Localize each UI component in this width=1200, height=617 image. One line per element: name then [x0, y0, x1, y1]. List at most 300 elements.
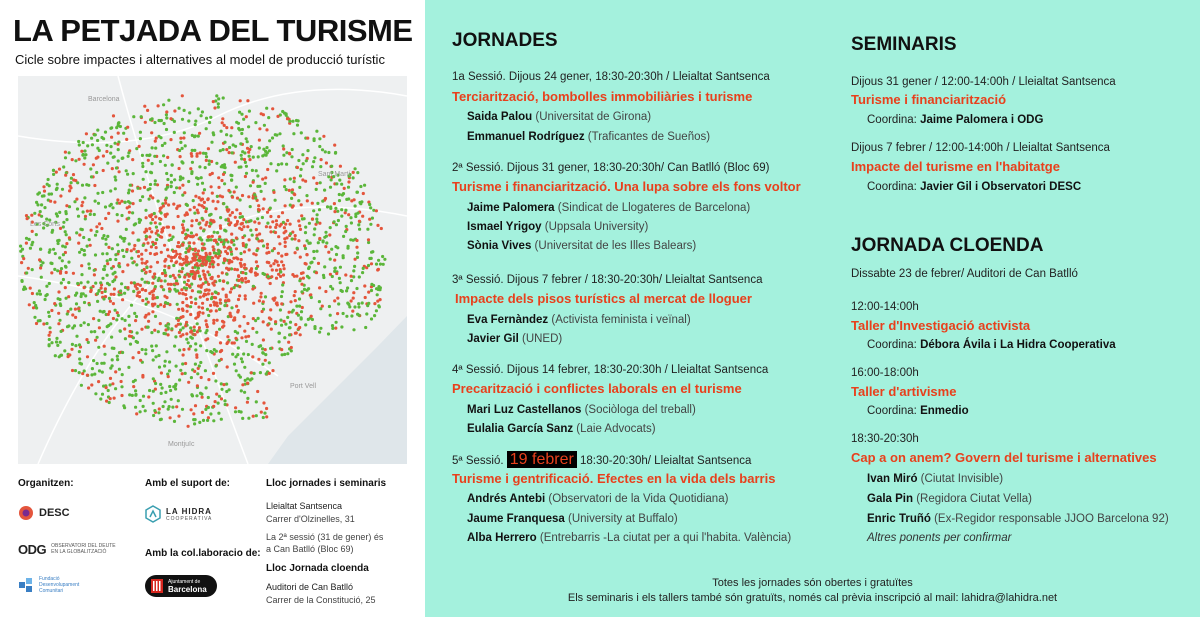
- map-dot: [116, 198, 119, 201]
- map-dot: [200, 284, 203, 287]
- map-dot: [355, 287, 358, 290]
- map-dot: [136, 341, 139, 344]
- map-dot: [226, 341, 229, 344]
- map-dot: [244, 272, 247, 275]
- fundacio-logo-icon: [18, 577, 34, 593]
- map-dot: [157, 411, 160, 414]
- map-dot: [219, 301, 222, 304]
- map-dot: [307, 287, 310, 290]
- map-dot: [255, 228, 258, 231]
- map-dot: [136, 331, 139, 334]
- map-dot: [106, 259, 109, 262]
- seminar-1-line: Dijous 31 gener / 12:00-14:00h / Lleialtat Santsenca: [851, 76, 1116, 88]
- map-dot: [164, 164, 167, 167]
- map-dot: [217, 263, 220, 266]
- map-dot: [364, 296, 367, 299]
- map-dot: [207, 256, 210, 259]
- map-dot: [258, 127, 261, 130]
- map-dot: [335, 223, 338, 226]
- map-dot: [97, 380, 100, 383]
- map-dot: [305, 262, 308, 265]
- map-dot: [236, 268, 239, 271]
- map-dot: [318, 300, 321, 303]
- map-dot: [26, 217, 29, 220]
- map-dot: [187, 180, 190, 183]
- map-dot: [246, 322, 249, 325]
- map-dot: [194, 317, 197, 320]
- session-3-topic: Impacte dels pisos turístics al mercat de lloguer: [455, 291, 752, 306]
- map-dot: [189, 167, 192, 170]
- right-panel: [425, 0, 1200, 617]
- map-dot: [224, 403, 227, 406]
- map-dot: [294, 234, 297, 237]
- map-dot: [301, 217, 304, 220]
- map-dot: [78, 357, 81, 360]
- map-dot: [112, 302, 115, 305]
- map-dot: [190, 376, 193, 379]
- map-dot: [148, 270, 151, 273]
- map-dot: [210, 213, 213, 216]
- map-dot: [318, 208, 321, 211]
- map-dot: [167, 323, 170, 326]
- map-dot: [29, 287, 32, 290]
- map-dot: [158, 277, 161, 280]
- map-dot: [123, 327, 126, 330]
- map-dot: [377, 288, 380, 291]
- map-dot: [204, 331, 207, 334]
- map-dot: [185, 338, 188, 341]
- map-dot: [331, 327, 334, 330]
- map-dot: [193, 333, 196, 336]
- seminar-2-topic: Impacte del turisme en l'habitatge: [851, 159, 1060, 174]
- map-dot: [98, 369, 101, 372]
- map-dot: [195, 394, 198, 397]
- map-dot: [57, 322, 60, 325]
- map-dot: [333, 270, 336, 273]
- map-dot: [312, 176, 315, 179]
- map-dot: [208, 121, 211, 124]
- map-dot: [236, 197, 239, 200]
- map-dot: [333, 210, 336, 213]
- map-dot: [39, 293, 42, 296]
- map-dot: [232, 143, 235, 146]
- map-dot: [244, 335, 247, 338]
- map-dot: [265, 372, 268, 375]
- map-dot: [301, 153, 304, 156]
- map-dot: [101, 291, 104, 294]
- map-dot: [85, 132, 88, 135]
- map-dot: [326, 205, 329, 208]
- map-dot: [228, 267, 231, 270]
- map-dot: [313, 257, 316, 260]
- map-dot: [68, 236, 71, 239]
- map-dot: [304, 226, 307, 229]
- map-dot: [342, 192, 345, 195]
- map-dot: [306, 137, 309, 140]
- map-dot: [270, 275, 273, 278]
- map-dot: [143, 268, 146, 271]
- map-dot: [181, 333, 184, 336]
- map-dot: [141, 375, 144, 378]
- map-dot: [311, 165, 314, 168]
- map-dot: [191, 219, 194, 222]
- map-dot: [367, 291, 370, 294]
- map-dot: [190, 270, 193, 273]
- map-dot: [201, 396, 204, 399]
- map-dot: [25, 237, 28, 240]
- map-dot: [100, 136, 103, 139]
- map-dot: [222, 321, 225, 324]
- map-dot: [313, 139, 316, 142]
- map-dot: [304, 247, 307, 250]
- map-dot: [283, 185, 286, 188]
- map-dot: [279, 319, 282, 322]
- map-dot: [134, 394, 137, 397]
- map-dot: [144, 352, 147, 355]
- lloc-note-2: a Can Batlló (Bloc 69): [266, 544, 354, 554]
- map-dot: [64, 156, 67, 159]
- map-dot: [31, 268, 34, 271]
- map-dot: [294, 299, 297, 302]
- map-dot: [118, 265, 121, 268]
- map-dot: [53, 268, 56, 271]
- map-dot: [150, 131, 153, 134]
- desc-logo-icon: [18, 505, 34, 521]
- map-dot: [324, 245, 327, 248]
- map-dot: [277, 163, 280, 166]
- map-dot: [213, 239, 216, 242]
- map-dot: [120, 214, 123, 217]
- map-dot: [121, 351, 124, 354]
- map-dot: [80, 273, 83, 276]
- map-dot: [212, 219, 215, 222]
- map-dot: [301, 178, 304, 181]
- map-dot: [299, 228, 302, 231]
- map-dot: [241, 360, 244, 363]
- map-dot: [207, 396, 210, 399]
- map-dot: [215, 309, 218, 312]
- map-dot: [112, 114, 115, 117]
- map-dot: [297, 219, 300, 222]
- map-dot: [193, 422, 196, 425]
- map-dot: [112, 272, 115, 275]
- map-dot: [240, 222, 243, 225]
- map-dot: [118, 170, 121, 173]
- session-3-speaker: Javier Gil (UNED): [467, 333, 563, 345]
- map-dot: [55, 212, 58, 215]
- map-dot: [231, 341, 234, 344]
- map-dot: [225, 295, 228, 298]
- left-panel: [0, 0, 425, 617]
- map-dot: [241, 271, 244, 274]
- map-dot: [240, 258, 243, 261]
- map-dot: [305, 159, 308, 162]
- map-dot: [119, 329, 122, 332]
- map-dot: [292, 204, 295, 207]
- map-dot: [217, 275, 220, 278]
- map-dot: [254, 274, 257, 277]
- map-dot: [181, 301, 184, 304]
- map-dot: [327, 332, 330, 335]
- map-dot: [245, 115, 248, 118]
- map-dot: [185, 332, 188, 335]
- map-dot: [204, 210, 207, 213]
- map-dot: [177, 241, 180, 244]
- map-dot: [376, 224, 379, 227]
- map-dot: [233, 318, 236, 321]
- map-dot: [261, 363, 264, 366]
- map-dot: [153, 121, 156, 124]
- map-dot: [83, 321, 86, 324]
- map-dot: [289, 223, 292, 226]
- map-dot: [233, 190, 236, 193]
- map-dot: [195, 219, 198, 222]
- map-dot: [192, 199, 195, 202]
- map-dot: [257, 155, 260, 158]
- map-dot: [199, 296, 202, 299]
- map-dot: [109, 383, 112, 386]
- map-dot: [92, 317, 95, 320]
- map-dot: [171, 164, 174, 167]
- map-dot: [75, 302, 78, 305]
- map-dot: [204, 281, 207, 284]
- map-dot: [201, 312, 204, 315]
- map-dot: [164, 360, 167, 363]
- map-dot: [155, 137, 158, 140]
- map-dot: [243, 263, 246, 266]
- map-dot: [175, 290, 178, 293]
- map-dot: [187, 341, 190, 344]
- map-dot: [33, 212, 36, 215]
- map-dot: [165, 350, 168, 353]
- map-dot: [126, 263, 129, 266]
- map-dot: [348, 305, 351, 308]
- map-dot: [310, 296, 313, 299]
- map-dot: [339, 289, 342, 292]
- map-dot: [244, 297, 247, 300]
- map-dot: [329, 226, 332, 229]
- map-dot: [179, 155, 182, 158]
- map-dot: [261, 216, 264, 219]
- map-dot: [188, 275, 191, 278]
- map-dot: [311, 217, 314, 220]
- map-dot: [127, 151, 130, 154]
- map-dot: [119, 235, 122, 238]
- map-dot: [166, 248, 169, 251]
- map-dot: [47, 178, 50, 181]
- map-dot: [243, 330, 246, 333]
- map-dot: [170, 174, 173, 177]
- map-dot: [203, 293, 206, 296]
- map-dot: [220, 397, 223, 400]
- map-dot: [260, 112, 263, 115]
- map-dot: [102, 297, 105, 300]
- session-2-topic: Turisme i financiarització. Una lupa sobre els fons voltor: [452, 179, 801, 194]
- map-dot: [80, 248, 83, 251]
- map-dot: [312, 160, 315, 163]
- map-dot: [281, 290, 284, 293]
- map-dot: [59, 302, 62, 305]
- map-dot: [84, 215, 87, 218]
- map-dot: [154, 147, 157, 150]
- map-dot: [352, 328, 355, 331]
- map-dot: [77, 140, 80, 143]
- map-dot: [134, 285, 137, 288]
- map-dot: [127, 366, 130, 369]
- map-dot: [208, 265, 211, 268]
- map-dot: [141, 261, 144, 264]
- map-dot: [215, 331, 218, 334]
- map-dot: [377, 285, 380, 288]
- map-dot: [86, 210, 89, 213]
- map-dot: [212, 319, 215, 322]
- map-dot: [181, 194, 184, 197]
- map-dot: [117, 314, 120, 317]
- map-dot: [291, 191, 294, 194]
- map-dot: [310, 315, 313, 318]
- map-dot: [345, 289, 348, 292]
- map-dot: [152, 358, 155, 361]
- map-dot: [322, 276, 325, 279]
- map-dot: [250, 267, 253, 270]
- map-dot: [75, 231, 78, 234]
- map-dot: [90, 289, 93, 292]
- map-dot: [340, 215, 343, 218]
- map-dot: [319, 327, 322, 330]
- map-dot: [187, 381, 190, 384]
- map-dot: [206, 239, 209, 242]
- map-dot: [203, 201, 206, 204]
- map-dot: [222, 243, 225, 246]
- map-dot: [104, 287, 107, 290]
- map-dot: [150, 245, 153, 248]
- map-dot: [94, 234, 97, 237]
- map-dot: [22, 257, 25, 260]
- map-dot: [172, 264, 175, 267]
- map-dot: [351, 310, 354, 313]
- map-dot: [241, 150, 244, 153]
- map-dot: [383, 258, 386, 261]
- map-dot: [229, 291, 232, 294]
- map-dot: [181, 362, 184, 365]
- map-dot: [333, 144, 336, 147]
- map-dot: [39, 319, 42, 322]
- map-dot: [214, 207, 217, 210]
- map-dot: [268, 316, 271, 319]
- map-dot: [97, 202, 100, 205]
- map-dot: [296, 247, 299, 250]
- map-dot: [174, 282, 177, 285]
- map-dot: [222, 173, 225, 176]
- map-dot: [233, 286, 236, 289]
- map-dot: [190, 231, 193, 234]
- map-dot: [197, 107, 200, 110]
- map-dot: [184, 144, 187, 147]
- map-dot: [196, 384, 199, 387]
- map-dot: [193, 135, 196, 138]
- map-dot: [283, 178, 286, 181]
- map-dot: [207, 147, 210, 150]
- map-dot: [345, 225, 348, 228]
- map-dot: [277, 235, 280, 238]
- map-dot: [132, 172, 135, 175]
- map-dot: [266, 222, 269, 225]
- map-dot: [186, 228, 189, 231]
- map-dot: [187, 425, 190, 428]
- map-dot: [354, 204, 357, 207]
- map-dot: [39, 266, 42, 269]
- map-dot: [238, 227, 241, 230]
- map-dot: [265, 146, 268, 149]
- cloenda-final-time: 18:30-20:30h: [851, 433, 919, 445]
- map-dot: [96, 300, 99, 303]
- map-dot: [231, 151, 234, 154]
- map-dot: [101, 191, 104, 194]
- map-dot: [204, 166, 207, 169]
- map-dot: [173, 420, 176, 423]
- note-registration: Els seminaris i els tallers també són gratuïts, només cal prèvia inscripció al mail: lahidra@lahidra.net: [567, 592, 1058, 604]
- map-dot: [252, 415, 255, 418]
- map-dot: [155, 238, 158, 241]
- map-dot: [230, 174, 233, 177]
- map-dot: [218, 308, 221, 311]
- map-dot: [177, 399, 180, 402]
- map-dot: [199, 329, 202, 332]
- map-dot: [212, 200, 215, 203]
- map-dot: [226, 365, 229, 368]
- map-dot: [108, 310, 111, 313]
- map-dot: [243, 158, 246, 161]
- map-dot: [350, 279, 353, 282]
- map-dot: [216, 231, 219, 234]
- map-dot: [235, 236, 238, 239]
- cloenda-date: Dissabte 23 de febrer/ Auditori de Can Batlló: [851, 268, 1078, 280]
- map-dot: [50, 271, 53, 274]
- session-5-speaker: Alba Herrero (Entrebarris -La ciutat per a qui l'habita. València): [467, 532, 792, 544]
- map-dot: [253, 220, 256, 223]
- map-dot: [370, 283, 373, 286]
- map-dot: [354, 213, 357, 216]
- map-dot: [222, 202, 225, 205]
- map-dot: [83, 301, 86, 304]
- map-dot: [286, 352, 289, 355]
- map-dot: [243, 266, 246, 269]
- map-dot: [202, 273, 205, 276]
- map-dot: [230, 241, 233, 244]
- map-dot: [150, 230, 153, 233]
- map-dot: [48, 326, 51, 329]
- map-dot: [158, 366, 161, 369]
- map-dot: [352, 176, 355, 179]
- desc-logo: DESC: [18, 505, 70, 521]
- map-dot: [244, 294, 247, 297]
- map-dot: [265, 407, 268, 410]
- map-dot: [207, 197, 210, 200]
- map-dot: [153, 253, 156, 256]
- map-dot: [266, 168, 269, 171]
- map-dot: [240, 154, 243, 157]
- map-dot: [178, 378, 181, 381]
- map-dot: [62, 278, 65, 281]
- map-dot: [178, 349, 181, 352]
- map-dot: [147, 395, 150, 398]
- map-dot: [202, 191, 205, 194]
- map-dot: [321, 200, 324, 203]
- map-dot: [182, 353, 185, 356]
- map-dot: [167, 255, 170, 258]
- map-dot: [350, 299, 353, 302]
- map-dot: [207, 406, 210, 409]
